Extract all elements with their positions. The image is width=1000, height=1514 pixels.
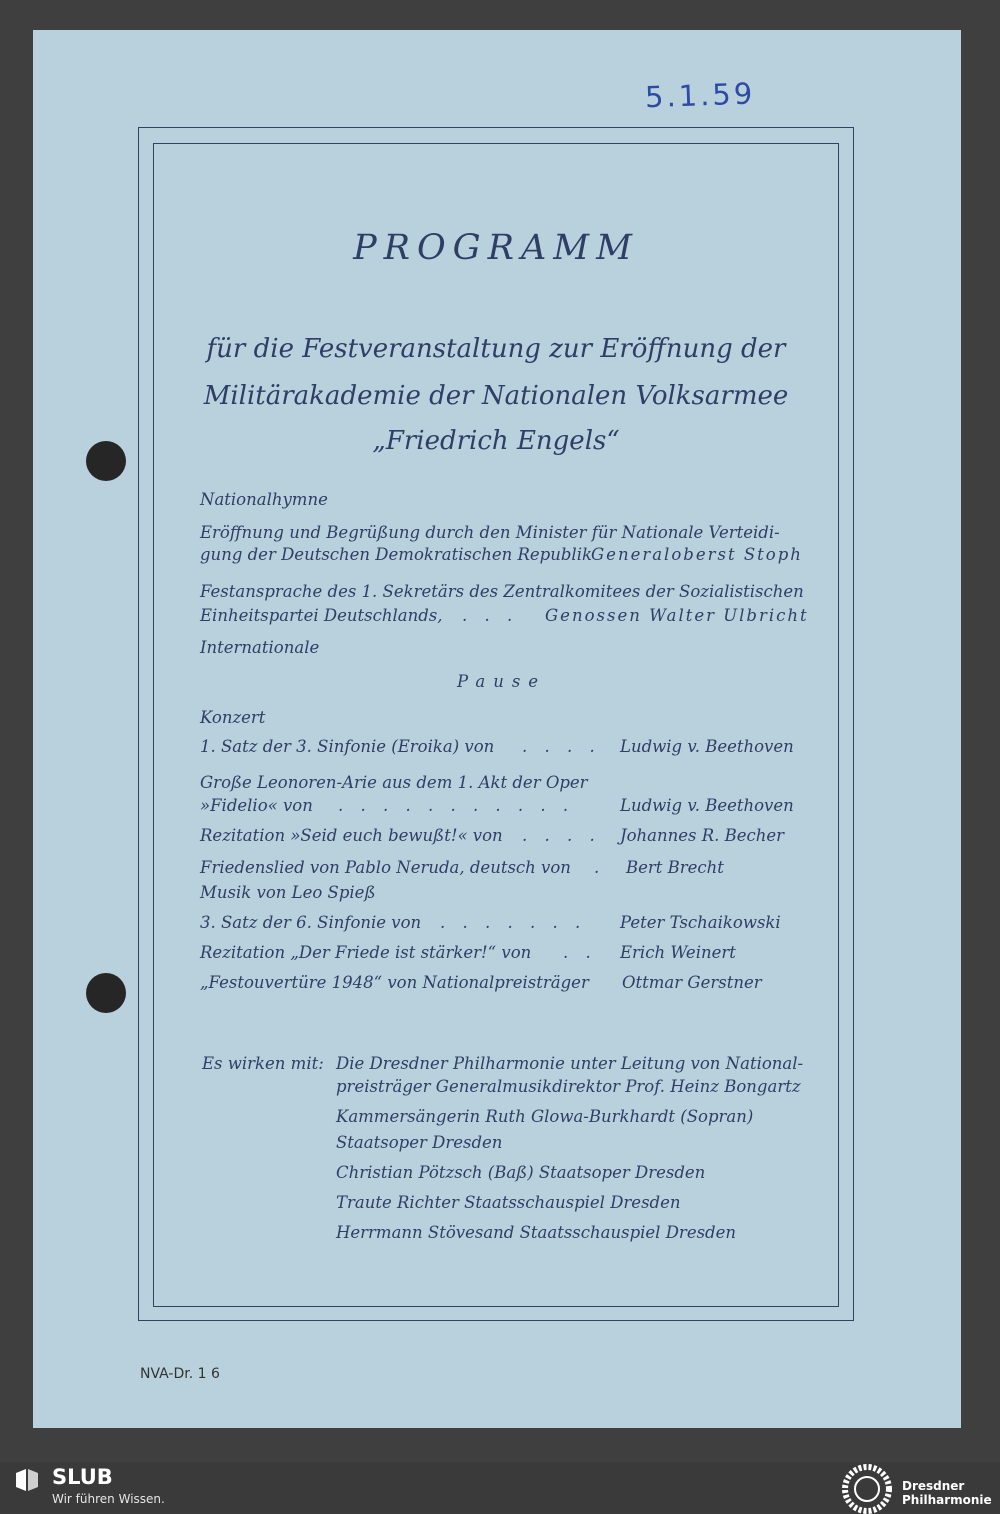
composer-name: Peter Tschaikowski: [620, 913, 781, 932]
philharmonie-logo-icon: [842, 1464, 892, 1514]
dot-leader: . . . . . . . . . . .: [338, 796, 575, 815]
pause-label: Pause: [457, 672, 547, 691]
composer-name: Ludwig v. Beethoven: [620, 796, 794, 815]
concert-item: »Fidelio« von: [200, 796, 313, 815]
document-code: NVA-Dr. 1 6: [140, 1366, 220, 1382]
performer-line: Christian Pötzsch (Baß) Staatsoper Dresden: [336, 1163, 706, 1182]
slub-name: SLUB: [52, 1465, 113, 1489]
partner-name: Dresdner: [902, 1479, 965, 1493]
concert-heading: Konzert: [200, 708, 266, 727]
performer-line: Traute Richter Staatsschauspiel Dresden: [336, 1193, 681, 1212]
program-item: Einheitspartei Deutschlands,: [200, 606, 443, 625]
punch-hole: [86, 441, 126, 481]
subtitle-line: für die Festveranstaltung zur Eröffnung der: [206, 334, 786, 364]
slub-tagline: Wir führen Wissen.: [52, 1492, 165, 1506]
concert-item: 1. Satz der 3. Sinfonie (Eroika) von: [200, 737, 495, 756]
performers-label: Es wirken mit:: [202, 1054, 324, 1073]
partner-name: Philharmonie: [902, 1493, 992, 1507]
concert-item: Rezitation „Der Friede ist stärker!“ von: [200, 943, 532, 962]
footer-bar: [0, 1462, 1000, 1513]
dot-leader: . . . . . . .: [440, 913, 587, 932]
concert-item: 3. Satz der 6. Sinfonie von: [200, 913, 422, 932]
speaker-name: Genossen Walter Ulbricht: [545, 606, 809, 625]
concert-item: „Festouvertüre 1948“ von Nationalpreisträger: [200, 973, 589, 992]
subtitle-line: Militärakademie der Nationalen Volksarmee: [203, 381, 789, 411]
subtitle-line: „Friedrich Engels“: [372, 426, 620, 456]
archive-number: 5.1.59: [644, 76, 756, 115]
performer-line: Staatsoper Dresden: [336, 1133, 503, 1152]
dot-leader: .: [594, 858, 606, 877]
program-item: Nationalhymne: [200, 490, 328, 509]
dot-leader: . . . .: [522, 826, 601, 845]
author-name: Bert Brecht: [626, 858, 724, 877]
dot-leader: . . .: [462, 606, 519, 625]
slub-logo-icon: [14, 1467, 40, 1493]
concert-item: Große Leonoren-Arie aus dem 1. Akt der Oper: [200, 773, 588, 792]
dot-leader: . . . .: [522, 737, 601, 756]
concert-item: Musik von Leo Spieß: [200, 883, 376, 902]
performer-line: Herrmann Stövesand Staatsschauspiel Dresden: [336, 1223, 737, 1242]
performer-line: preisträger Generalmusikdirektor Prof. Heinz Bongartz: [336, 1077, 801, 1096]
punch-hole: [86, 973, 126, 1013]
concert-item: Rezitation »Seid euch bewußt!« von: [200, 826, 503, 845]
concert-item: Friedenslied von Pablo Neruda, deutsch von: [200, 858, 571, 877]
performer-line: Kammersängerin Ruth Glowa-Burkhardt (Sopran): [336, 1107, 754, 1126]
composer-name: Ludwig v. Beethoven: [620, 737, 794, 756]
author-name: Johannes R. Becher: [620, 826, 785, 845]
program-item: Festansprache des 1. Sekretärs des Zentralkomitees der Sozialistischen: [200, 582, 804, 601]
program-title: PROGRAMM: [353, 228, 639, 268]
program-item: gung der Deutschen Demokratischen Republik: [200, 545, 592, 564]
speaker-name: Generaloberst Stoph: [591, 545, 803, 564]
composer-name: Ottmar Gerstner: [622, 973, 762, 992]
performer-line: Die Dresdner Philharmonie unter Leitung von National-: [336, 1054, 804, 1073]
program-item: Internationale: [200, 638, 320, 657]
program-item: Eröffnung und Begrüßung durch den Minister für Nationale Verteidi-: [200, 523, 780, 542]
author-name: Erich Weinert: [620, 943, 736, 962]
dot-leader: . .: [563, 943, 597, 962]
